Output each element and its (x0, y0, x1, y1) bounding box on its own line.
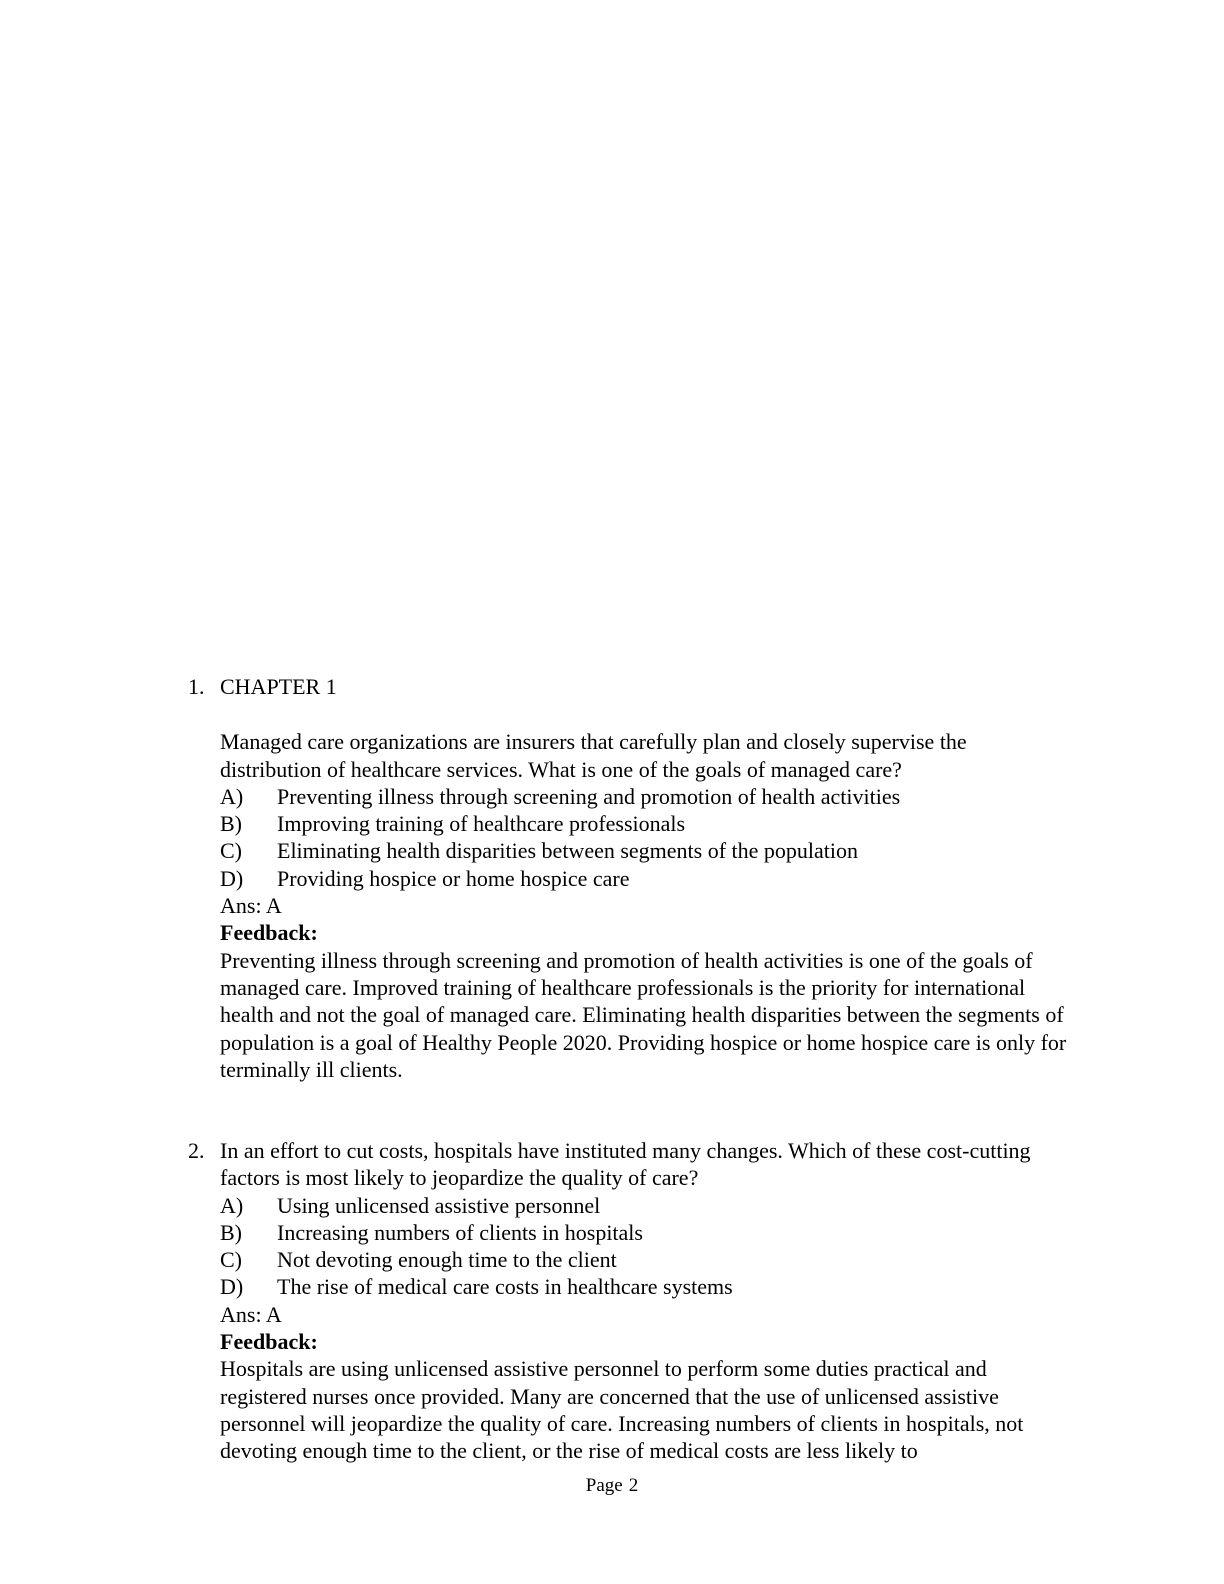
feedback-label: Feedback: (220, 920, 318, 946)
answer-option-d (220, 865, 1068, 892)
option-letter: B) (220, 1219, 242, 1245)
question-number: 2. (188, 1138, 205, 1163)
option-letter: C) (220, 1247, 242, 1273)
chapter-heading: CHAPTER 1 (220, 674, 337, 699)
option-letter: D) (220, 865, 244, 891)
question-stem: In an effort to cut costs, hospitals have instituted many changes. Which of these cost-cutting factors is most likely to jeopardize the quality of care? (220, 1138, 1031, 1191)
option-text: Preventing illness through screening and promotion of health activities (277, 783, 901, 809)
page-label: Page (585, 1475, 623, 1496)
feedback-label: Feedback: (220, 1329, 318, 1355)
page-number: 2 (628, 1475, 639, 1496)
answer-option-a (220, 783, 1068, 810)
answer-option-d (220, 1273, 1068, 1300)
answer-key: Ans: A (220, 893, 282, 919)
option-letter: B) (220, 811, 242, 837)
feedback-text: Preventing illness through screening and promotion of health activities is one of the goals of managed care. Improved training of healthcare professionals is the priority for international health and not the goal of managed care. Eliminating health disparities between the segments of population is a goal of Healthy People 2020. Providing hospice or home hospice care is only for terminally ill clients. (220, 947, 1067, 1082)
answer-option-c (220, 837, 1068, 864)
page-footer (0, 1474, 1224, 1498)
feedback-text: Hospitals are using unlicensed assistive personnel to perform some duties practical and registered nurses once provided. Many are concerned that the use of unlicensed assistive personnel will jeopardize the quality of care. Increasing numbers of clients in hospitals, not devoting enough time to the client, or the rise of medical costs are less likely to (220, 1356, 1024, 1464)
question-stem: Managed care organizations are insurers that carefully plan and closely supervise the distribution of healthcare services. What is one of the goals of managed care? (220, 729, 967, 782)
answer-option-a (220, 1192, 1068, 1219)
option-text: Improving training of healthcare professionals (277, 811, 686, 837)
option-text: Eliminating health disparities between segments of the population (277, 838, 859, 864)
option-text: Providing hospice or home hospice care (277, 865, 630, 891)
answer-option-c (220, 1246, 1068, 1273)
answer-key: Ans: A (220, 1301, 282, 1327)
option-text: Increasing numbers of clients in hospitals (277, 1219, 643, 1245)
question-2 (188, 1137, 1068, 1465)
option-letter: A) (220, 783, 244, 809)
option-letter: D) (220, 1274, 244, 1300)
option-text: Using unlicensed assistive personnel (277, 1192, 601, 1218)
option-text: The rise of medical care costs in healthcare systems (277, 1274, 733, 1300)
question-number: 1. (188, 674, 205, 699)
option-letter: C) (220, 838, 242, 864)
answer-option-b (220, 810, 1068, 837)
option-text: Not devoting enough time to the client (277, 1247, 617, 1273)
question-1 (188, 673, 1068, 1083)
question-1-heading-row (188, 673, 1068, 1083)
answer-option-b (220, 1219, 1068, 1246)
option-letter: A) (220, 1192, 244, 1218)
